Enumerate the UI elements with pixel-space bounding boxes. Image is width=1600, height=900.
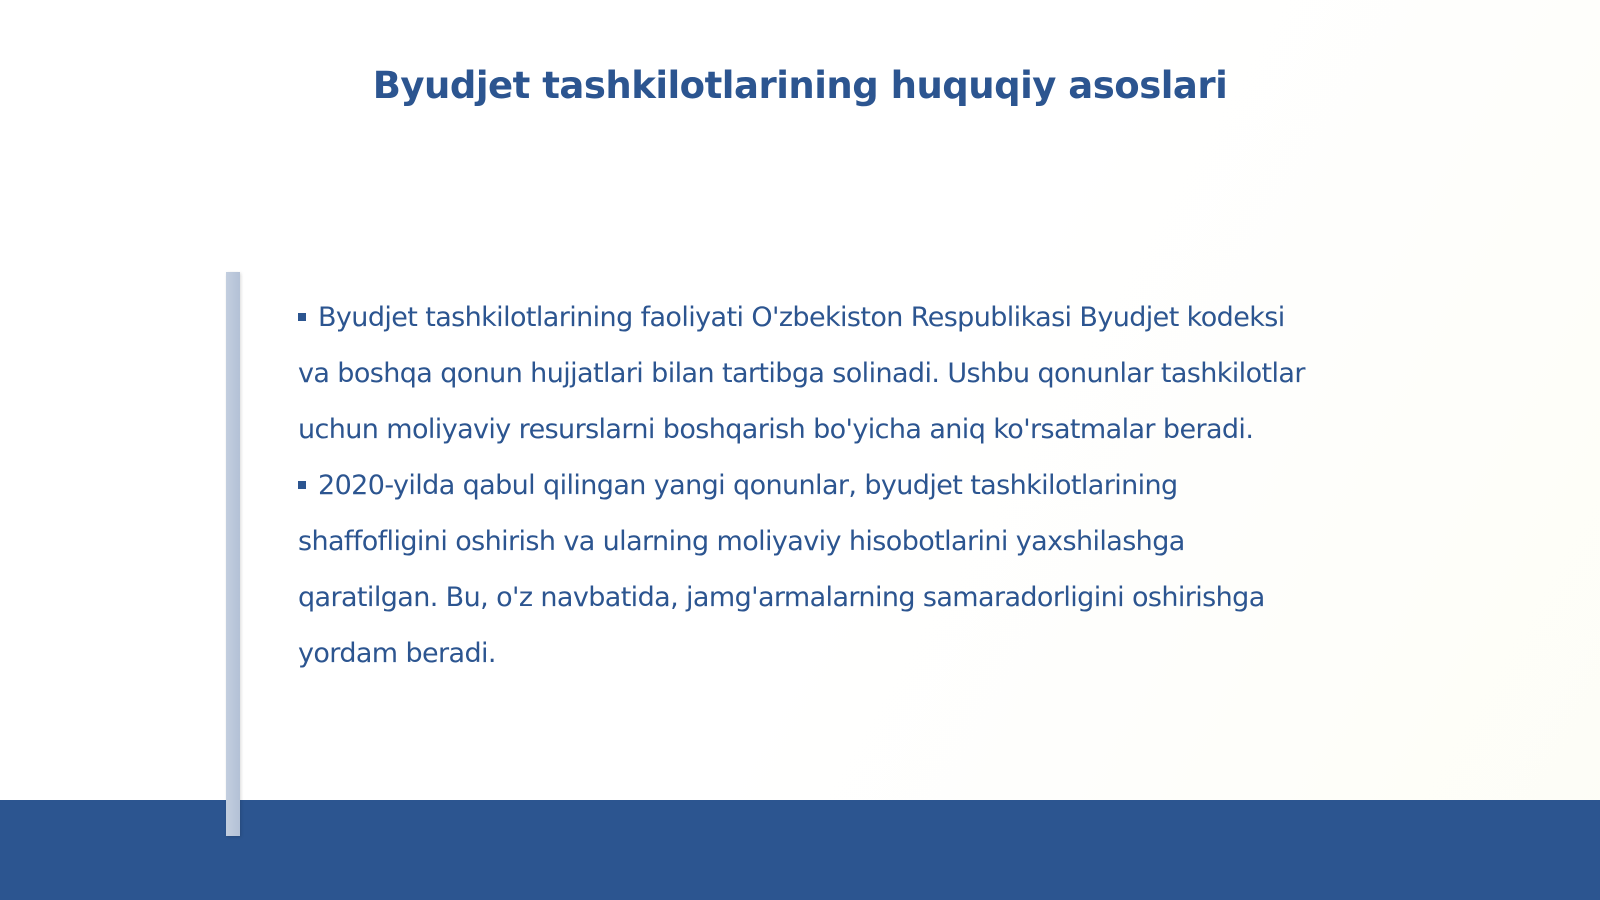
paragraph-2-text: 2020-yilda qabul qilingan yangi qonunlar, byudjet tashkilotlarining shaffofligini oshirish va ularning moliyaviy hisobotlarini yaxshilashga qaratilgan. Bu, o'z navbatida, jamg'armalarning samaradorligini oshirishga yordam beradi. (298, 470, 1265, 669)
paragraph-1 (298, 290, 1318, 458)
accent-bar (226, 272, 240, 836)
footer-band (0, 800, 1600, 900)
slide-title: Byudjet tashkilotlarining huquqiy asoslari (372, 64, 1228, 107)
paragraph-1-text: Byudjet tashkilotlarining faoliyati O'zbekiston Respublikasi Byudjet kodeksi va boshqa qonun hujjatlari bilan tartibga solinadi. Ushbu qonunlar tashkilotlar uchun moliyaviy resurslarni boshqarish bo'yicha aniq ko'rsatmalar beradi. (298, 302, 1305, 445)
paragraph-2 (298, 458, 1318, 682)
bullet-icon (298, 313, 306, 321)
bullet-icon (298, 481, 306, 489)
content-block (298, 290, 1318, 682)
